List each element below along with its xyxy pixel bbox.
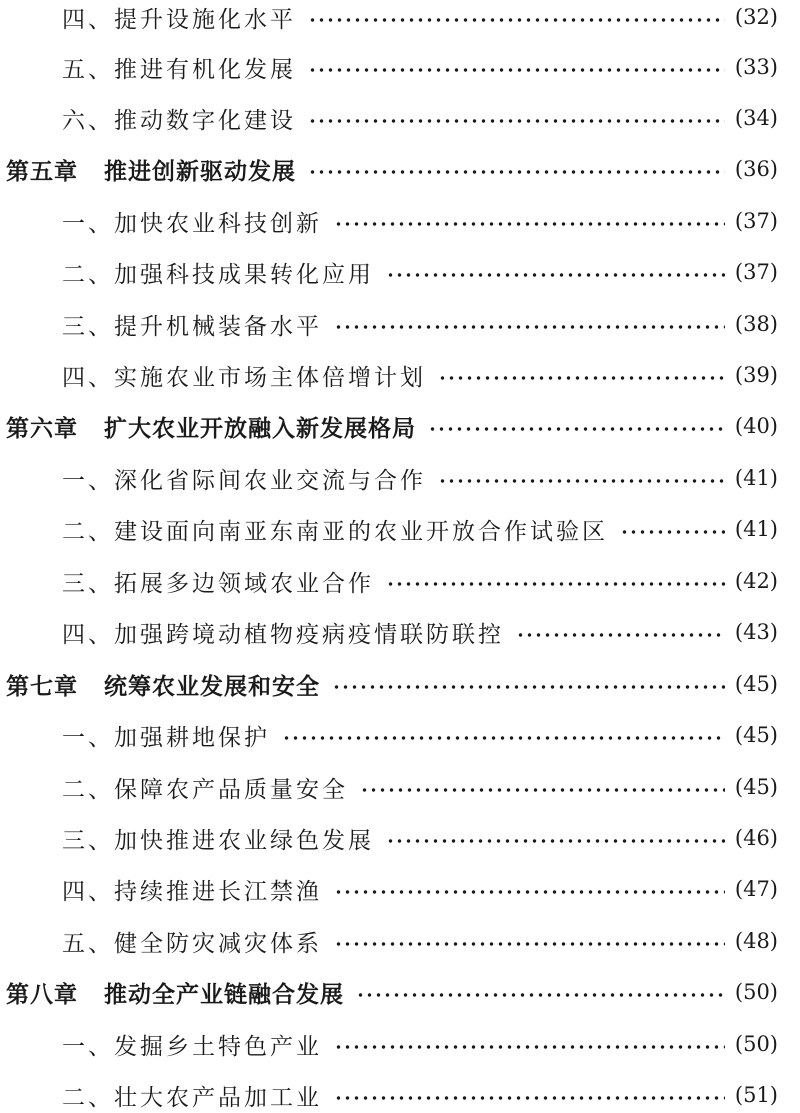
toc-entry-title: 四、实施农业市场主体倍增计划 [62,364,426,391]
toc-entry [0,1027,778,1061]
toc-page-number: (45) [734,723,778,747]
toc-entry [0,358,778,392]
dot-leader [428,427,725,431]
dot-leader [308,18,725,22]
toc-entry-title: 二、加强科技成果转化应用 [62,261,374,288]
toc-page-number: (41) [734,517,778,541]
toc-entry [0,615,778,649]
dot-leader [332,685,725,689]
chapter-number: 第八章 [6,981,78,1008]
toc-page-number: (34) [734,106,778,130]
toc-page-number: (45) [734,672,778,696]
dot-leader [334,942,725,946]
toc-page-number: (50) [734,1032,778,1056]
dot-leader [438,376,725,380]
toc-entry [0,0,778,34]
dot-leader [308,119,725,123]
toc-entry-title: 四、提升设施化水平 [62,6,296,33]
dot-leader [334,1045,725,1049]
toc-entry [0,512,778,546]
toc-chapter-entry [0,667,778,701]
toc-page-number: (38) [734,312,778,336]
toc-page-number: (50) [734,980,778,1004]
toc-entry-title: 五、推进有机化发展 [62,56,296,83]
toc-entry [0,1078,778,1112]
toc-entry-title: 二、壮大农产品加工业 [62,1084,322,1111]
toc-entry-title: 二、建设面向南亚东南亚的农业开放合作试验区 [62,518,608,545]
toc-entry [0,307,778,341]
chapter-number: 第六章 [6,415,78,442]
dot-leader [620,530,725,534]
toc-entry-title: 三、提升机械装备水平 [62,313,322,340]
toc-entry-title: 一、加快农业科技创新 [62,210,322,237]
toc-page-number: (39) [734,363,778,387]
toc-entry-title: 三、加快推进农业绿色发展 [62,827,374,854]
toc-entry-title: 六、推动数字化建设 [62,107,296,134]
dot-leader [334,1096,725,1100]
toc-entry [0,564,778,598]
toc-page-number: (41) [734,466,778,490]
toc-entry-title: 三、拓展多边领域农业合作 [62,570,374,597]
dot-leader [308,170,725,174]
dot-leader [356,993,725,997]
toc-page-number: (37) [734,209,778,233]
toc-entry [0,821,778,855]
toc-chapter-entry [0,152,778,186]
toc-entry-title: 二、保障农产品质量安全 [62,776,348,803]
toc-chapter-entry [0,409,778,443]
toc-chapter-title: 统筹农业发展和安全 [104,673,320,700]
toc-entry [0,204,778,238]
dot-leader [386,273,725,277]
toc-entry [0,718,778,752]
dot-leader [334,325,725,329]
toc-entry-title: 四、持续推进长江禁渔 [62,878,322,905]
chapter-number: 第七章 [6,673,78,700]
toc-page-number: (46) [734,826,778,850]
toc-entry [0,770,778,804]
toc-entry [0,255,778,289]
toc-page-number: (36) [734,157,778,181]
dot-leader [334,890,725,894]
toc-page-number: (47) [734,877,778,901]
toc-entry-title: 一、加强耕地保护 [62,724,270,751]
toc-chapter-title: 推进创新驱动发展 [104,158,296,185]
toc-page-number: (48) [734,929,778,953]
dot-leader [386,582,725,586]
toc-entry-title: 四、加强跨境动植物疫病疫情联防联控 [62,621,504,648]
toc-entry [0,924,778,958]
toc-entry-title: 一、深化省际间农业交流与合作 [62,467,426,494]
dot-leader [334,222,725,226]
dot-leader [282,736,725,740]
dot-leader [386,839,725,843]
toc-page-number: (51) [734,1083,778,1107]
toc-page-number: (43) [734,620,778,644]
toc-entry [0,50,778,84]
toc-entry [0,101,778,135]
toc-chapter-title: 推动全产业链融合发展 [104,981,344,1008]
toc-entry-title: 五、健全防灾减灾体系 [62,930,322,957]
toc-entry-title: 一、发掘乡土特色产业 [62,1033,322,1060]
toc-entry [0,461,778,495]
toc-page-number: (37) [734,260,778,284]
dot-leader [438,479,725,483]
dot-leader [516,633,725,637]
toc-page-number: (45) [734,775,778,799]
toc-page-number: (33) [734,55,778,79]
chapter-number: 第五章 [6,158,78,185]
toc-chapter-title: 扩大农业开放融入新发展格局 [104,415,416,442]
toc-page-number: (32) [734,5,778,29]
toc-entry [0,872,778,906]
dot-leader [360,788,725,792]
toc-chapter-entry [0,975,778,1009]
toc-page-number: (40) [734,414,778,438]
dot-leader [308,68,725,72]
toc-page-number: (42) [734,569,778,593]
